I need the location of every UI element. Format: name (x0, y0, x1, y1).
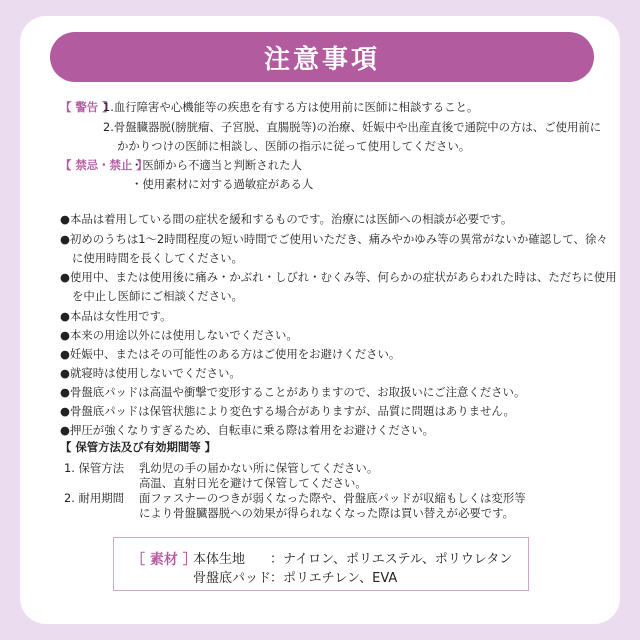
bullet-10: ●押圧が強くなりすぎるため、自転車に乗る際は着用をお避けください。 (60, 423, 434, 437)
prohibited-line-1: ・医師から不適当と判断された人 (131, 158, 302, 172)
materials-tag: ［ 素材 ］ (131, 552, 197, 568)
bullet-3-cont: を中止し医師にご相談ください。 (72, 289, 243, 303)
bullet-8: ●骨盤底パッドは高温や衝撃で変形することがありますので、お取扱いにご注意ください。 (60, 385, 526, 399)
storage-label-1: 1. 保管方法 (64, 461, 125, 475)
bullet-1: ●本品は着用している間の症状を緩和するものです。治療には医師への相談が必要です。 (60, 212, 513, 226)
warning-line-3: かかりつけの医師に相談し、医師の指示に従って使用してください。 (117, 139, 471, 153)
prohibited-tag: 【 禁忌・禁止 】 (60, 158, 148, 172)
bullet-2-cont: に使用時間を長くしてください。 (72, 251, 243, 265)
storage-label-2: 2. 耐用期間 (64, 491, 125, 505)
title-banner (50, 32, 594, 82)
warning-line-2: 2.骨盤臓器脱(膀胱瘤、子宮脱、直腸脱等)の治療、妊娠中や出産直後で通院中の方は、ご使用前に (103, 120, 602, 134)
materials-row-2-label: 骨盤底パッド (193, 571, 272, 586)
materials-row-1-value: ：ナイロン、ポリエステル、ポリウレタン (270, 552, 513, 567)
bullet-9: ●骨盤底パッドは保管状態により変色する場合がありますが、品質に問題はありません。 (60, 404, 515, 418)
storage-heading: 【 保管方法及び有効期間等 】 (60, 440, 217, 454)
bullet-5: ●本来の用途以外には使用しないでください。 (60, 328, 298, 342)
storage-text-2b: により骨盤臓器脱への効果が得られなくなった際は買い替えが必要です。 (139, 506, 514, 520)
bullet-3: ●使用中、または使用後に痛み・かぶれ・しびれ・むくみ等、何らかの症状があらわれた時は、ただちに使用 (60, 270, 617, 284)
page-title: 注意事項 (263, 44, 380, 75)
materials-row-1-label: 本体生地 (193, 552, 246, 567)
bullet-4: ●本品は女性用です。 (60, 309, 172, 323)
bullet-2: ●初めのうちは1～2時間程度の短い時間でご使用いただき、痛みやかゆみ等の異常がないか確認して、徐々 (60, 232, 608, 246)
bullet-7: ●就寝時は使用しないでください。 (60, 366, 241, 380)
storage-text-2a: 面ファスナーのつきが弱くなった際や、骨盤底パッドが収縮もしくは変形等 (139, 491, 526, 505)
storage-text-1b: 高温、直射日光を避けて保管してください。 (139, 476, 367, 490)
bullet-6: ●妊娠中、またはその可能性のある方はご使用をお避けください。 (60, 347, 401, 361)
warning-line-1: 1.血行障害や心機能等の疾患を有する方は使用前に医師に相談すること。 (103, 100, 479, 114)
prohibited-line-2: ・使用素材に対する過敏症がある人 (131, 177, 314, 191)
warning-tag: 【 警告 】 (60, 100, 114, 114)
materials-row-2-value: ：ポリエチレン、EVA (270, 571, 398, 586)
storage-text-1a: 乳幼児の手の届かない所に保管してください。 (139, 461, 379, 475)
